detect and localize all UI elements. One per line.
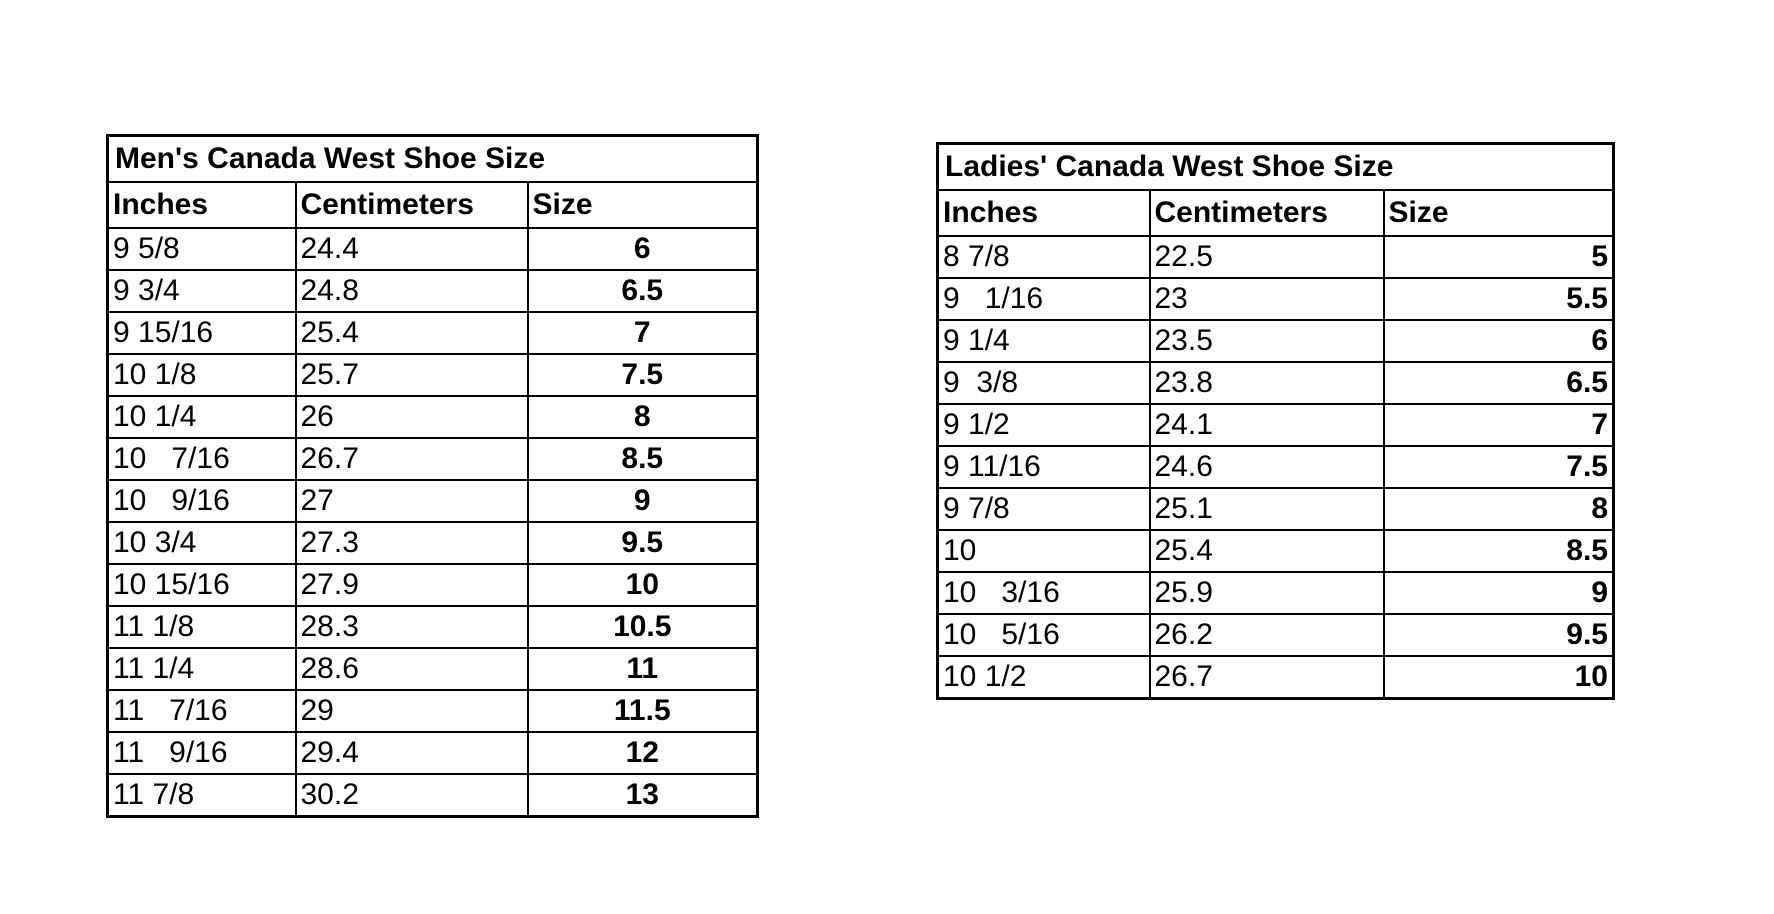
mens-table-body	[108, 228, 758, 817]
size-cell: 7.5	[1384, 446, 1614, 488]
size-cell: 11	[528, 648, 758, 690]
table-row	[938, 320, 1614, 362]
inches-cell: 9 3/8	[938, 362, 1150, 404]
centimeters-cell: 23.5	[1150, 320, 1384, 362]
column-header-centimeters: Centimeters	[1150, 190, 1384, 236]
table-row	[108, 438, 758, 480]
table-row	[108, 228, 758, 270]
centimeters-cell: 26	[296, 396, 528, 438]
ladies-table-body	[938, 236, 1614, 699]
size-cell: 7	[1384, 404, 1614, 446]
centimeters-cell: 26.2	[1150, 614, 1384, 656]
centimeters-cell: 25.4	[1150, 530, 1384, 572]
inches-cell: 9 7/8	[938, 488, 1150, 530]
centimeters-cell: 29.4	[296, 732, 528, 774]
table-title-row	[108, 136, 758, 183]
table-header-row	[938, 190, 1614, 236]
centimeters-cell: 25.1	[1150, 488, 1384, 530]
table-row	[108, 690, 758, 732]
centimeters-cell: 25.4	[296, 312, 528, 354]
size-cell: 9	[1384, 572, 1614, 614]
table-row	[108, 354, 758, 396]
inches-cell: 9 5/8	[108, 228, 296, 270]
centimeters-cell: 24.1	[1150, 404, 1384, 446]
centimeters-cell: 29	[296, 690, 528, 732]
centimeters-cell: 25.9	[1150, 572, 1384, 614]
inches-cell: 10 15/16	[108, 564, 296, 606]
inches-cell: 11 1/8	[108, 606, 296, 648]
table-row	[108, 480, 758, 522]
table-row	[938, 446, 1614, 488]
size-cell: 9.5	[528, 522, 758, 564]
size-cell: 6.5	[1384, 362, 1614, 404]
column-header-size: Size	[1384, 190, 1614, 236]
table-header-row	[108, 182, 758, 228]
table-title-row	[938, 144, 1614, 191]
size-cell: 5	[1384, 236, 1614, 278]
table-row	[108, 270, 758, 312]
inches-cell: 10 3/16	[938, 572, 1150, 614]
centimeters-cell: 30.2	[296, 774, 528, 817]
inches-cell: 11 1/4	[108, 648, 296, 690]
inches-cell: 9 3/4	[108, 270, 296, 312]
size-cell: 5.5	[1384, 278, 1614, 320]
size-cell: 9	[528, 480, 758, 522]
inches-cell: 9 1/2	[938, 404, 1150, 446]
inches-cell: 8 7/8	[938, 236, 1150, 278]
centimeters-cell: 28.6	[296, 648, 528, 690]
centimeters-cell: 25.7	[296, 354, 528, 396]
table-row	[938, 278, 1614, 320]
ladies-shoe-size-table	[936, 142, 1615, 700]
table-row	[108, 522, 758, 564]
column-header-size: Size	[528, 182, 758, 228]
table-row	[938, 530, 1614, 572]
table-row	[108, 732, 758, 774]
column-header-inches: Inches	[938, 190, 1150, 236]
size-cell: 10.5	[528, 606, 758, 648]
table-row	[108, 396, 758, 438]
inches-cell: 10 1/4	[108, 396, 296, 438]
centimeters-cell: 24.4	[296, 228, 528, 270]
size-cell: 13	[528, 774, 758, 817]
inches-cell: 9 1/4	[938, 320, 1150, 362]
inches-cell: 10 7/16	[108, 438, 296, 480]
table-row	[938, 614, 1614, 656]
centimeters-cell: 24.8	[296, 270, 528, 312]
table-row	[108, 312, 758, 354]
size-cell: 11.5	[528, 690, 758, 732]
table-row	[938, 362, 1614, 404]
mens-table-title: Men's Canada West Shoe Size	[108, 136, 758, 183]
size-cell: 8	[1384, 488, 1614, 530]
centimeters-cell: 23.8	[1150, 362, 1384, 404]
centimeters-cell: 28.3	[296, 606, 528, 648]
table-row	[108, 564, 758, 606]
inches-cell: 10 5/16	[938, 614, 1150, 656]
centimeters-cell: 27	[296, 480, 528, 522]
table-row	[938, 488, 1614, 530]
centimeters-cell: 27.3	[296, 522, 528, 564]
size-cell: 8.5	[1384, 530, 1614, 572]
size-cell: 6.5	[528, 270, 758, 312]
inches-cell: 10	[938, 530, 1150, 572]
size-cell: 10	[1384, 656, 1614, 699]
inches-cell: 10 9/16	[108, 480, 296, 522]
ladies-table-title: Ladies' Canada West Shoe Size	[938, 144, 1614, 191]
size-cell: 10	[528, 564, 758, 606]
mens-shoe-size-table	[106, 134, 759, 818]
size-cell: 9.5	[1384, 614, 1614, 656]
size-cell: 8	[528, 396, 758, 438]
centimeters-cell: 23	[1150, 278, 1384, 320]
inches-cell: 9 15/16	[108, 312, 296, 354]
table-row	[938, 236, 1614, 278]
table-row	[108, 648, 758, 690]
centimeters-cell: 26.7	[1150, 656, 1384, 699]
inches-cell: 10 3/4	[108, 522, 296, 564]
size-cell: 7	[528, 312, 758, 354]
table-row	[938, 404, 1614, 446]
inches-cell: 11 9/16	[108, 732, 296, 774]
inches-cell: 11 7/8	[108, 774, 296, 817]
column-header-inches: Inches	[108, 182, 296, 228]
centimeters-cell: 26.7	[296, 438, 528, 480]
column-header-centimeters: Centimeters	[296, 182, 528, 228]
inches-cell: 10 1/8	[108, 354, 296, 396]
size-cell: 6	[1384, 320, 1614, 362]
inches-cell: 10 1/2	[938, 656, 1150, 699]
table-row	[938, 572, 1614, 614]
inches-cell: 9 11/16	[938, 446, 1150, 488]
centimeters-cell: 22.5	[1150, 236, 1384, 278]
inches-cell: 11 7/16	[108, 690, 296, 732]
size-cell: 8.5	[528, 438, 758, 480]
size-cell: 7.5	[528, 354, 758, 396]
centimeters-cell: 27.9	[296, 564, 528, 606]
centimeters-cell: 24.6	[1150, 446, 1384, 488]
table-row	[108, 606, 758, 648]
table-row	[108, 774, 758, 817]
table-row	[938, 656, 1614, 699]
size-cell: 12	[528, 732, 758, 774]
size-cell: 6	[528, 228, 758, 270]
inches-cell: 9 1/16	[938, 278, 1150, 320]
